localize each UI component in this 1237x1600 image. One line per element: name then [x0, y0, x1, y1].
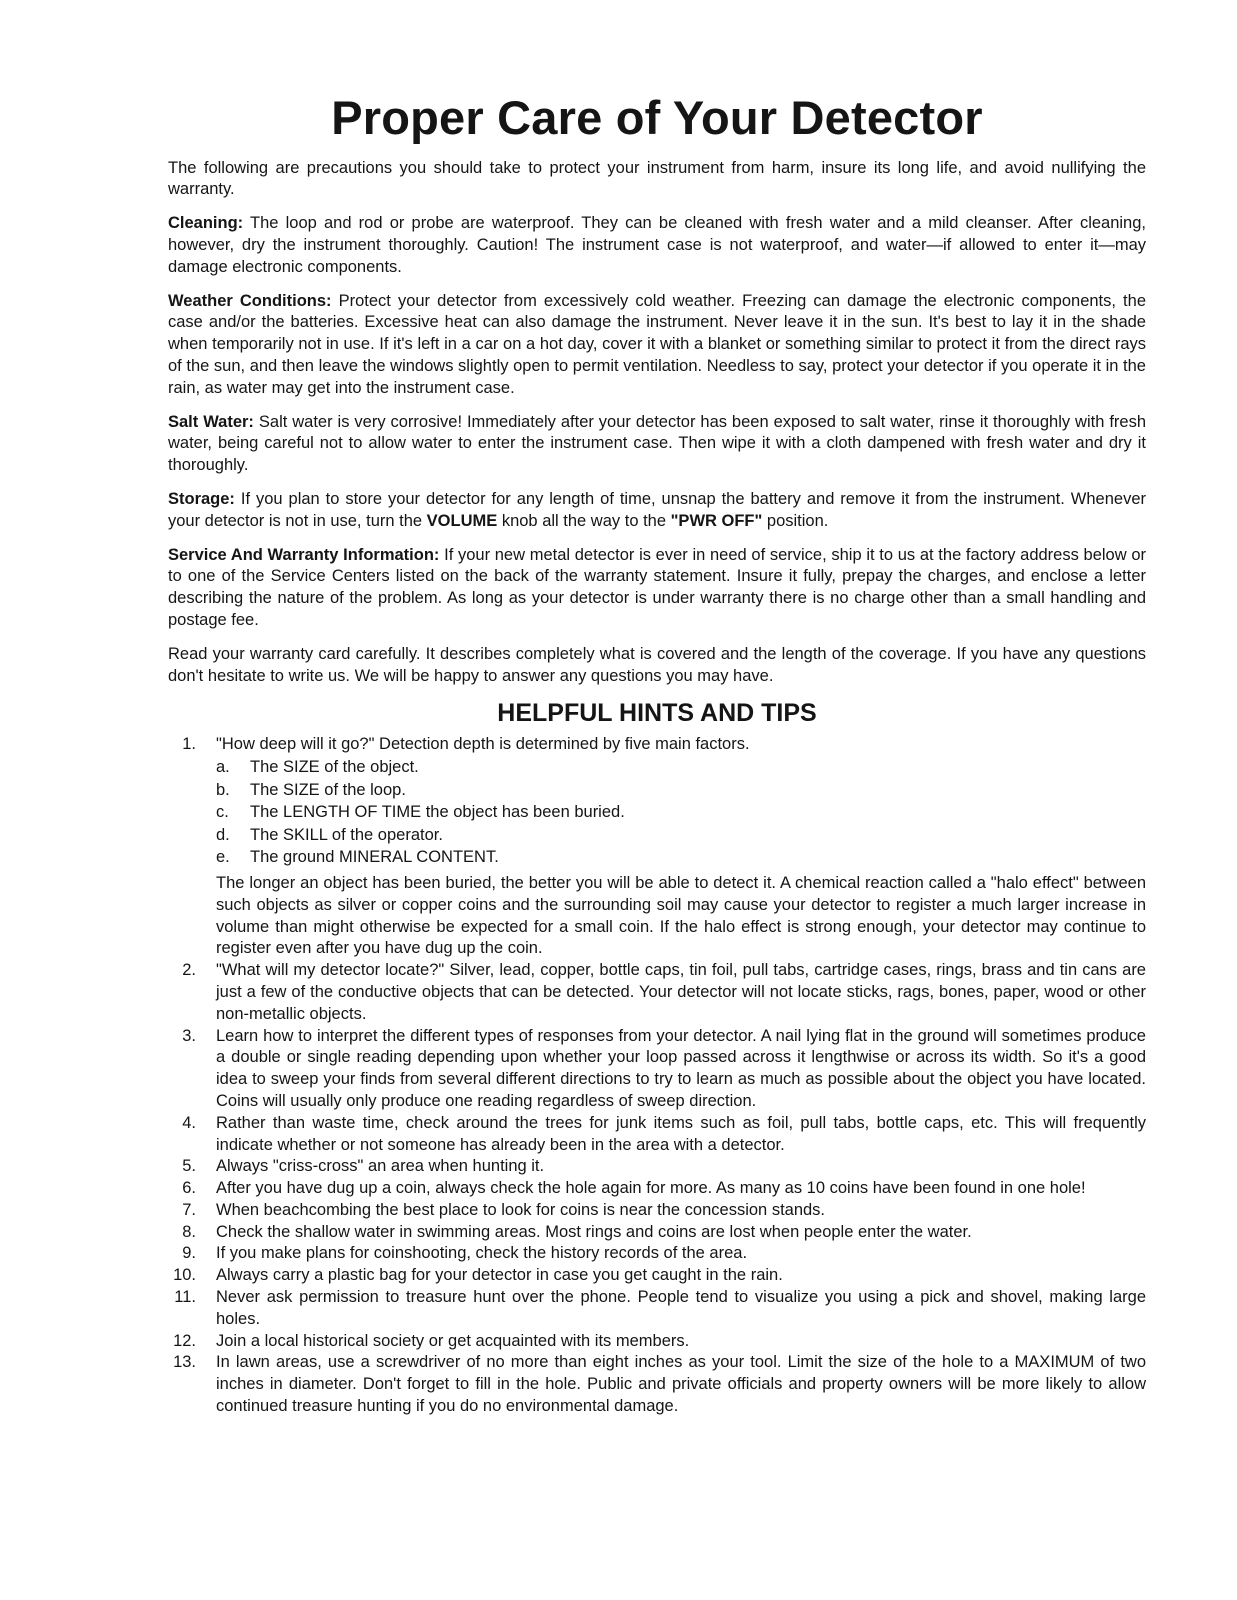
hint-item — [168, 1200, 1146, 1222]
factor-text: The LENGTH OF TIME the object has been buried. — [250, 803, 625, 822]
hint-number: 4. — [182, 1113, 196, 1132]
hint-item — [168, 734, 1146, 960]
hint-text: Always "criss-cross" an area when hunting it. — [216, 1157, 545, 1176]
hint-number: 10. — [173, 1266, 196, 1285]
cleaning-section — [168, 213, 1146, 278]
hint-item — [168, 1026, 1146, 1113]
hint-item — [168, 1265, 1146, 1287]
hint-text: Rather than waste time, check around the trees for junk items such as foil, pull tabs, bottle caps, etc. This will frequently indicate whether or not someone has already been in the area with a detector. — [216, 1113, 1146, 1154]
hint-item — [168, 1156, 1146, 1178]
section-label: Weather Conditions: — [168, 291, 332, 310]
factor-letter: a. — [216, 757, 230, 776]
factor-item — [216, 846, 1146, 869]
factor-letter: b. — [216, 780, 230, 799]
warranty-note: Read your warranty card carefully. It describes completely what is covered and the length of the coverage. If you have any questions don't hesitate to write us. We will be happy to answer any questions you may have. — [168, 644, 1146, 685]
hint-number: 8. — [182, 1222, 196, 1241]
hints-heading: HELPFUL HINTS AND TIPS — [497, 699, 817, 728]
hint-text: Check the shallow water in swimming areas. Most rings and coins are lost when people enter the water. — [216, 1222, 972, 1241]
hint-text: When beachcombing the best place to look for coins is near the concession stands. — [216, 1200, 826, 1219]
section-text: knob all the way to the — [497, 511, 671, 530]
factor-item — [216, 779, 1146, 802]
factor-text: The SIZE of the object. — [250, 757, 419, 776]
factor-text: The ground MINERAL CONTENT. — [250, 848, 499, 867]
salt-water-section — [168, 412, 1146, 477]
hints-list — [168, 734, 1146, 1418]
section-text: If your new metal detector is ever in need of service, ship it to us at the factory address below or to one of the Service Centers listed on the back of the warranty statement. Insure it fully, prepay the charges, and enclose a letter describing the nature of the problem. As long as your detector is under warranty there is no charge other than a small handling and postage fee. — [168, 545, 1147, 630]
factor-item — [216, 801, 1146, 824]
section-text: position. — [762, 511, 829, 530]
volume-knob-label: VOLUME — [426, 511, 498, 530]
section-text: The loop and rod or probe are waterproof. They can be cleaned with fresh water and a mild cleanser. After cleaning, however, dry the instrument thoroughly. Caution! The instrument case is not waterproof, and water—if allowed to enter it—may damage electronic components. — [168, 214, 1146, 276]
hint-number: 3. — [182, 1026, 196, 1045]
hint-number: 12. — [173, 1331, 196, 1350]
hint-item — [168, 1287, 1146, 1331]
section-text: Protect your detector from excessively cold weather. Freezing can damage the electronic components, the case and/or the batteries. Excessive heat can also damage the instrument. Never leave it in the sun. It's best to lay it in the shade when temporarily not in use. If it's left in a car on a hot day, cover it with a blanket or something similar to protect it from the direct rays of the sun, and then leave the windows slightly open to permit ventilation. Needless to say, protect your detector if you operate it in the rain, as water may get into the instrument case. — [168, 291, 1146, 397]
factor-item — [216, 824, 1146, 847]
factor-text: The SIZE of the loop. — [250, 780, 406, 799]
hint-number: 6. — [182, 1179, 196, 1198]
factor-letter: d. — [216, 825, 230, 844]
intro-paragraph: The following are precautions you should take to protect your instrument from harm, insure its long life, and avoid nullifying the warranty. — [168, 158, 1146, 199]
hint-number: 2. — [182, 961, 196, 980]
factor-text: The SKILL of the operator. — [250, 825, 443, 844]
weather-section — [168, 291, 1146, 400]
service-warranty-section — [168, 545, 1146, 632]
hint-text: Learn how to interpret the different types of responses from your detector. A nail lying flat in the ground will sometimes produce a double or single reading depending upon whether your loop passed across it lengthwise or across its width. So it's a good idea to sweep your finds from several different directions to try to learn as much as possible about the object you have located. Coins will usually only produce one reading regardless of sweep direction. — [216, 1026, 1146, 1110]
hint-item — [168, 1352, 1146, 1417]
hint-number: 13. — [173, 1353, 196, 1372]
depth-factors-list — [216, 756, 1146, 869]
pwr-off-label: "PWR OFF" — [670, 511, 763, 530]
halo-effect-paragraph: The longer an object has been buried, the better you will be able to detect it. A chemical reaction called a "halo effect" between such objects as silver or copper coins and the surrounding soil may cause your detector to register a much larger increase in volume than might otherwise be expected for a small coin. If the halo effect is strong enough, your detector may continue to register even after you have dug up the coin. — [216, 873, 1146, 958]
hint-item — [168, 1243, 1146, 1265]
hint-number: 9. — [182, 1244, 196, 1263]
section-label: Salt Water: — [168, 412, 254, 431]
hint-text: Join a local historical society or get acquainted with its members. — [216, 1331, 690, 1350]
hint-number: 1. — [182, 735, 196, 754]
section-label: Cleaning: — [168, 214, 244, 233]
factor-item — [216, 756, 1146, 779]
hint-number: 11. — [174, 1288, 196, 1307]
section-text: Salt water is very corrosive! Immediately after your detector has been exposed to salt water, rinse it thoroughly with fresh water, being careful not to allow water to enter the instrument case. Then wipe it with a cloth dampened with fresh water and dry it thoroughly. — [168, 412, 1147, 475]
hint-text: "What will my detector locate?" Silver, lead, copper, bottle caps, tin foil, pull tabs, cartridge cases, rings, brass and tin cans are just a few of the conductive objects that can be detected. Your detector will not locate sticks, rags, bones, paper, wood or other non-metallic objects. — [216, 961, 1146, 1023]
factor-letter: c. — [216, 803, 229, 822]
storage-section — [168, 489, 1146, 533]
section-label: Service And Warranty Information: — [168, 545, 440, 564]
hint-number: 7. — [182, 1200, 196, 1219]
section-text: If you plan to store your detector for any length of time, unsnap the battery and remove it from the instrument. Whenever your detector is not in use, turn the — [168, 490, 1146, 530]
hint-text: "How deep will it go?" Detection depth is determined by five main factors. — [216, 735, 750, 754]
hint-item — [168, 1222, 1146, 1244]
hint-text: If you make plans for coinshooting, check the history records of the area. — [216, 1244, 748, 1263]
hint-item — [168, 1113, 1146, 1157]
hint-item — [168, 1178, 1146, 1200]
factor-letter: e. — [216, 848, 230, 867]
document-page — [168, 92, 1146, 1418]
hint-text: In lawn areas, use a screwdriver of no more than eight inches as your tool. Limit the size of the hole to a MAXIMUM of two inches in diameter. Don't forget to fill in the hole. Public and private officials and property owners will be more likely to allow continued treasure hunting if you do no environmental damage. — [216, 1353, 1146, 1416]
hint-number: 5. — [182, 1157, 196, 1176]
hint-text: Always carry a plastic bag for your detector in case you get caught in the rain. — [216, 1266, 783, 1285]
hint-text: Never ask permission to treasure hunt over the phone. People tend to visualize you using a pick and shovel, making large holes. — [216, 1288, 1146, 1328]
hint-item — [168, 960, 1146, 1025]
hint-text: After you have dug up a coin, always check the hole again for more. As many as 10 coins have been found in one hole! — [216, 1179, 1086, 1198]
page-title: Proper Care of Your Detector — [331, 91, 983, 144]
hint-item — [168, 1331, 1146, 1353]
section-label: Storage: — [168, 490, 235, 509]
